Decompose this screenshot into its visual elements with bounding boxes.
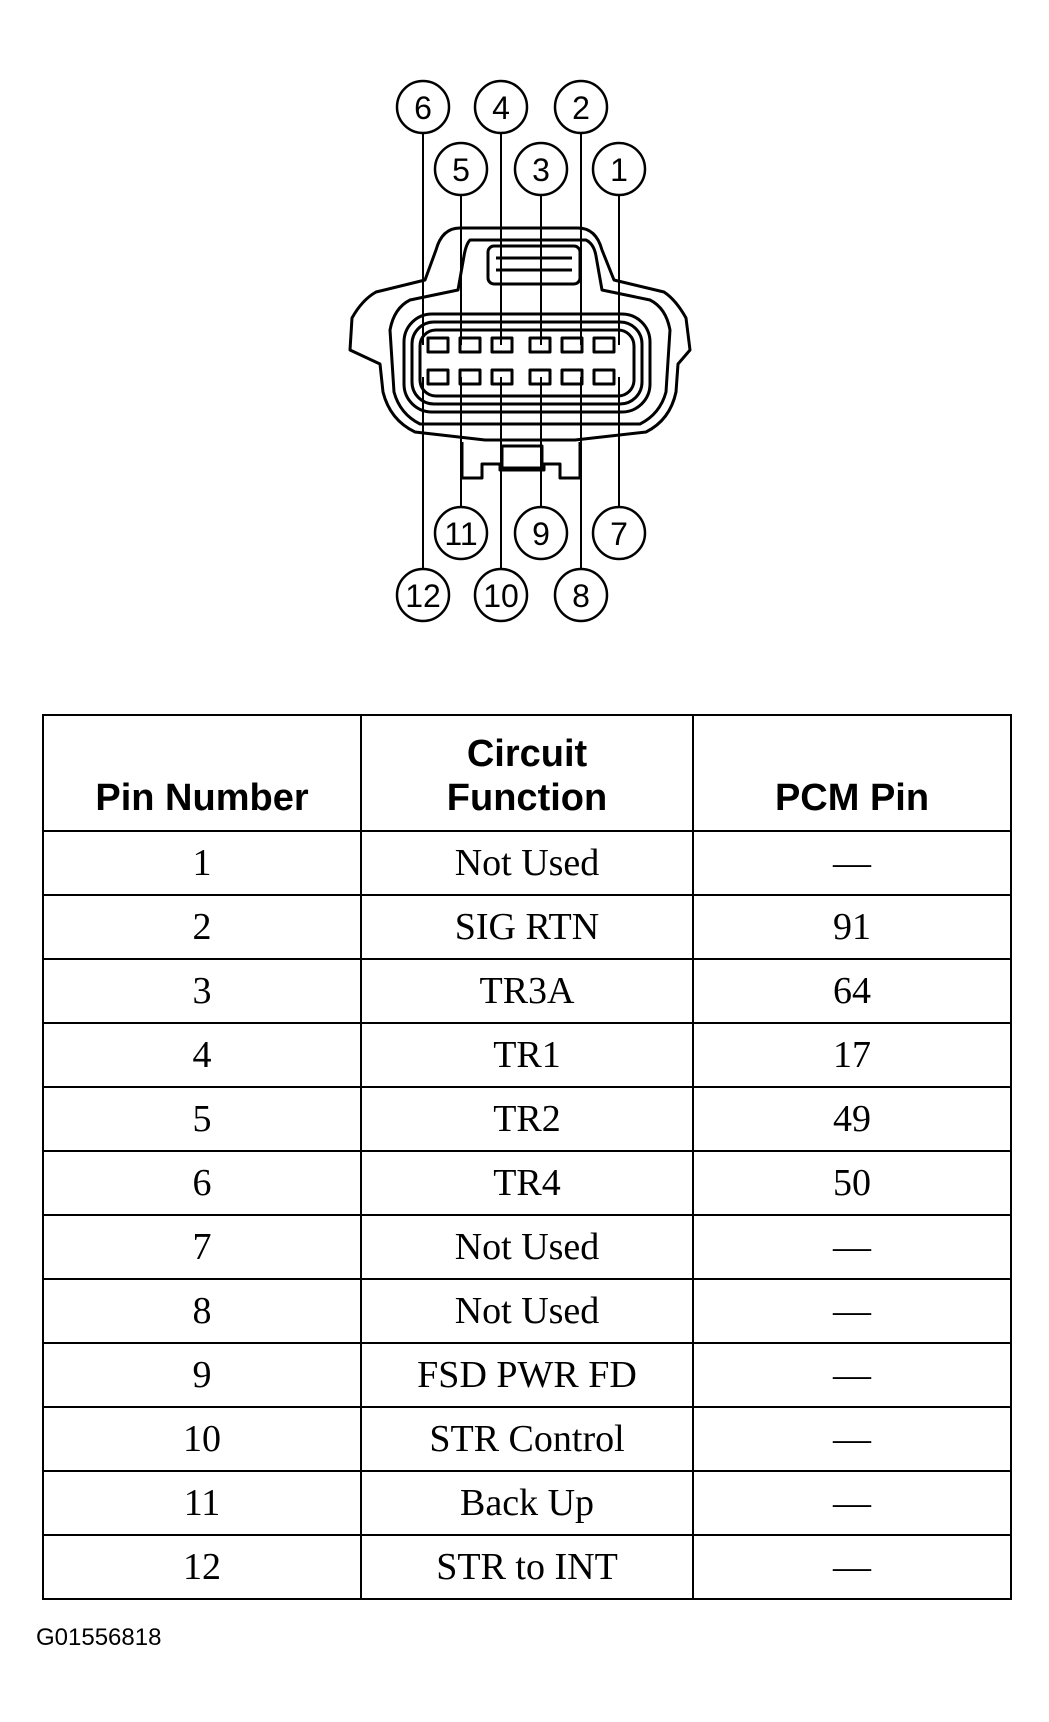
cell-function: Not Used <box>361 1279 693 1343</box>
cell-pin: 5 <box>43 1087 361 1151</box>
table-row <box>43 1215 1011 1279</box>
cell-pcm: 17 <box>693 1023 1011 1087</box>
pin-callout-1 <box>593 143 645 195</box>
svg-text:1: 1 <box>610 152 628 188</box>
cell-pin: 2 <box>43 895 361 959</box>
svg-text:5: 5 <box>452 152 470 188</box>
cell-function: Not Used <box>361 831 693 895</box>
header-circuit-function-line1: Circuit <box>466 733 588 775</box>
figure-id: G01556818 <box>36 1624 162 1651</box>
cell-function: STR Control <box>361 1407 693 1471</box>
cell-pcm: — <box>693 1343 1011 1407</box>
cell-pcm: 64 <box>693 959 1011 1023</box>
cell-pcm: — <box>693 1535 1011 1599</box>
table-row <box>43 831 1011 895</box>
svg-text:3: 3 <box>532 152 550 188</box>
cell-pin: 9 <box>43 1343 361 1407</box>
pin-callout-8 <box>555 569 607 621</box>
header-pin-number: Pin Number <box>43 715 361 831</box>
table-row <box>43 1343 1011 1407</box>
cell-pin: 7 <box>43 1215 361 1279</box>
connector-cavity-ring-3 <box>420 330 634 396</box>
cell-pin: 10 <box>43 1407 361 1471</box>
cell-function: FSD PWR FD <box>361 1343 693 1407</box>
pin-table <box>42 714 1012 1600</box>
pin-callout-9 <box>515 507 567 559</box>
header-pcm-pin: PCM Pin <box>693 715 1011 831</box>
cell-function: Not Used <box>361 1215 693 1279</box>
svg-text:6: 6 <box>414 90 432 126</box>
cell-pin: 12 <box>43 1535 361 1599</box>
table-row <box>43 1151 1011 1215</box>
pin-callout-11 <box>435 507 487 559</box>
cell-function: STR to INT <box>361 1535 693 1599</box>
pin-callout-5 <box>435 143 487 195</box>
terminals-bottom-row <box>428 370 614 384</box>
connector-diagram <box>0 0 1049 700</box>
cell-pcm: — <box>693 1471 1011 1535</box>
cell-function: Back Up <box>361 1471 693 1535</box>
svg-text:9: 9 <box>532 516 550 552</box>
cell-pin: 8 <box>43 1279 361 1343</box>
table-row <box>43 1023 1011 1087</box>
svg-text:7: 7 <box>610 516 628 552</box>
pin-callout-6 <box>397 81 449 133</box>
cell-pin: 3 <box>43 959 361 1023</box>
header-circuit-function-line2: Function <box>446 777 608 819</box>
svg-text:12: 12 <box>405 578 441 614</box>
pin-callout-2 <box>555 81 607 133</box>
table-row <box>43 1087 1011 1151</box>
cell-pin: 6 <box>43 1151 361 1215</box>
svg-text:8: 8 <box>572 578 590 614</box>
cell-pcm: 91 <box>693 895 1011 959</box>
cell-pin: 4 <box>43 1023 361 1087</box>
cell-pcm: 50 <box>693 1151 1011 1215</box>
cell-pcm: — <box>693 831 1011 895</box>
cell-function: TR4 <box>361 1151 693 1215</box>
table-row <box>43 1535 1011 1599</box>
svg-text:2: 2 <box>572 90 590 126</box>
cell-function: SIG RTN <box>361 895 693 959</box>
svg-text:4: 4 <box>492 90 510 126</box>
pin-callout-7 <box>593 507 645 559</box>
table-row <box>43 1407 1011 1471</box>
table-row <box>43 1471 1011 1535</box>
svg-text:10: 10 <box>483 578 519 614</box>
header-circuit-function <box>361 715 693 831</box>
pin-callout-10 <box>475 569 527 621</box>
cell-function: TR3A <box>361 959 693 1023</box>
svg-text:11: 11 <box>444 516 478 552</box>
cell-pcm: — <box>693 1407 1011 1471</box>
cell-function: TR1 <box>361 1023 693 1087</box>
table-header-row <box>43 715 1011 831</box>
cell-pcm: 49 <box>693 1087 1011 1151</box>
table-row <box>43 959 1011 1023</box>
connector-cavity-ring-2 <box>412 322 642 404</box>
table-row <box>43 895 1011 959</box>
pin-callout-3 <box>515 143 567 195</box>
cell-pcm: — <box>693 1215 1011 1279</box>
table-row <box>43 1279 1011 1343</box>
terminals-top-row <box>428 338 614 352</box>
cell-function: TR2 <box>361 1087 693 1151</box>
cell-pcm: — <box>693 1279 1011 1343</box>
cell-pin: 1 <box>43 831 361 895</box>
pin-callout-4 <box>475 81 527 133</box>
cell-pin: 11 <box>43 1471 361 1535</box>
pin-callout-12 <box>397 569 449 621</box>
